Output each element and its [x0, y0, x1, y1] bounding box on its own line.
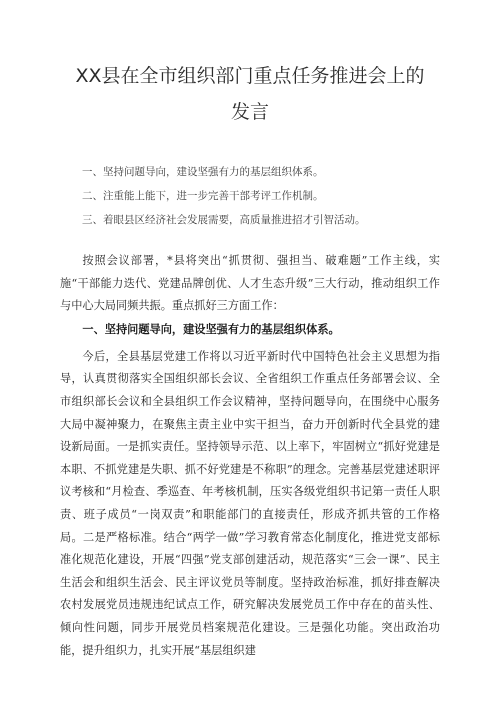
outline-list — [60, 160, 440, 232]
title-line-1: XX县在全市组织部门重点任务推进会上的 — [75, 65, 425, 87]
title-line-2: 发言 — [230, 101, 269, 123]
section-heading: 一、坚持问题导向，建设坚强有力的基层组织体系。 — [82, 322, 340, 336]
section-body-paragraph: 今后，全县基层党建工作将以习近平新时代中国特色社会主义思想为指导，认真贯彻落实全国组织部长会议、全省组织工作重点任务部署会议、全市组织部长会议和全县组织工作会议精神，坚持问题导向，在围绕中心服务大局中凝神聚力，在聚焦主责主业中实干担当，奋力开创新时代全县党的建设新局面。一是抓实责任。坚持领导示范、以上率下，牢固树立“抓好党建是本职、不抓党建是失职、抓不好党建是不称职”的理念。完善基层党建述职评议考核和“月检查、季巡查、年考核机制，压实各级党组织书记第一责任人职责、班子成员“一岗双责”和职能部门的直接责任，形成齐抓共管的工作格局。二是严格标准。结合“两学一做”学习教育常态化制度化，推进党支部标准化规范化建设，开展“四强”党支部创建活动，规范落实“三会一课”、民主生活会和组织生活会、民主评议党员等制度。坚持政治标准，抓好排查解决农村发展党员违规违纪试点工作，研究解决发展党员工作中存在的苗头性、倾向性问题，同步开展党员档案规范化建设。三是强化功能。突出政治功能，提升组织力，扎实开展“基层组织建 — [60, 349, 440, 657]
outline-item: 一、坚持问题导向，建设坚强有力的基层组织体系。 — [82, 166, 324, 178]
intro-paragraph: 按照会议部署，*县将突出“抓贯彻、强担当、破难题”工作主线，实施“干部能力迭代、党建品牌创优、人才生态升级”三大行动，推动组织工作与中心大局同频共振。重点抓好三方面工作： — [60, 254, 440, 313]
outline-item: 三、着眼县区经济社会发展需要，高质量推进招才引智活动。 — [82, 214, 366, 226]
outline-item: 二、注重能上能下，进一步完善干部考评工作机制。 — [82, 190, 324, 202]
document-title — [60, 0, 440, 130]
